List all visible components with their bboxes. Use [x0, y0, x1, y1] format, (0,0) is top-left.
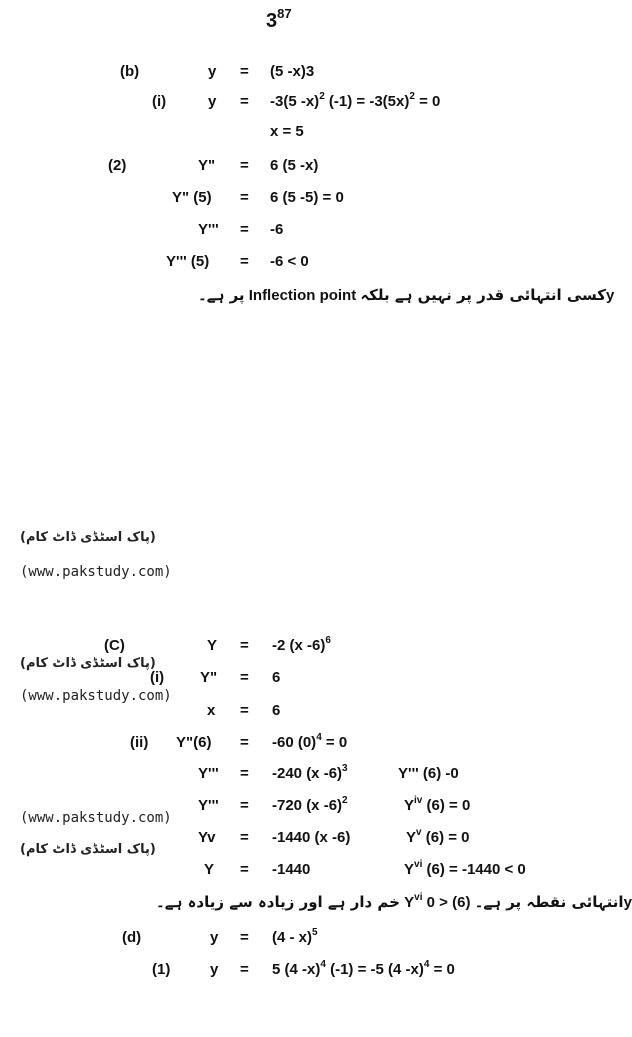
part-d-l2-rhs — [272, 961, 455, 978]
page-number-main: 3 — [266, 10, 278, 32]
part-c-l5-rhs — [272, 765, 348, 782]
part-d-l1-sup: 5 — [312, 927, 318, 938]
part-b-l3-rhs: x = 5 — [270, 123, 304, 140]
part-c-l4-rhs-text: -60 (0) — [272, 734, 317, 751]
part-b-l2-rhs-c: = 0 — [414, 93, 441, 110]
watermark-urdu-1: (پاک اسٹڈی ڈاٹ کام) — [20, 530, 156, 545]
part-b-l5-lhs: Y" (5) — [172, 189, 212, 206]
part-c-l7-r2 — [406, 829, 470, 846]
part-c-l5-sup: 3 — [342, 763, 348, 774]
part-b-l4-eq: = — [240, 157, 249, 174]
part-c-l4-eq: = — [240, 734, 249, 751]
part-c-l6-r2b: (6) = 0 — [422, 797, 471, 814]
part-c-conclusion-d: Y — [404, 894, 415, 911]
part-c-l3-rhs: 6 — [272, 702, 281, 719]
part-b-l7-lhs: Y''' (5) — [166, 253, 210, 270]
part-c-l7-r2a: Y — [406, 829, 417, 846]
part-c-l7-r2b: (6) = 0 — [421, 829, 470, 846]
part-b-l4-lhs: Y" — [198, 157, 216, 174]
watermark-urdu-2: (پاک اسٹڈی ڈاٹ کام) — [20, 656, 156, 671]
watermark-url-3: (www.pakstudy.com) — [20, 810, 172, 826]
part-c-l7-lhs: Yv — [198, 829, 216, 846]
part-c-l4-rhs — [272, 734, 347, 751]
part-b-l7-rhs: -6 < 0 — [270, 253, 309, 270]
part-c-conclusion-c: 0 > (6) — [426, 894, 471, 911]
watermark-url-1: (www.pakstudy.com) — [20, 564, 172, 580]
part-c-conclusion-a: y — [623, 894, 632, 911]
part-c-l2-lhs: Y" — [200, 669, 218, 686]
part-c-l7-r2sup: v — [416, 827, 422, 838]
part-d-l2-rhs-c: = 0 — [429, 961, 455, 978]
part-b-l4-rhs: 6 (5 -x) — [270, 157, 319, 174]
part-b-l6-eq: = — [240, 221, 249, 238]
part-c-l4-idx: (ii) — [130, 734, 149, 751]
part-c-l1-rhs-text: -2 (x -6) — [272, 637, 326, 654]
part-c-l5-eq: = — [240, 765, 249, 782]
part-b-l5-rhs: 6 (5 -5) = 0 — [270, 189, 344, 206]
part-c-l5-lhs: Y''' — [198, 765, 219, 782]
part-c-l3-lhs: x — [207, 702, 216, 719]
part-c-l8-r2 — [404, 861, 526, 878]
part-b-l6-rhs: -6 — [270, 221, 284, 238]
part-c-l6-r2a: Y — [404, 797, 415, 814]
page-number — [266, 6, 292, 33]
part-b-l2-rhs-a: -3(5 -x) — [270, 93, 320, 110]
part-c-conclusion-e: خم دار ہے اور زیادہ سے زیادہ ہے۔ — [156, 893, 400, 911]
part-c-l1-sup: 6 — [325, 635, 331, 646]
part-b-l1-eq: = — [240, 63, 249, 80]
part-b-l2-sup1: 2 — [319, 91, 325, 102]
part-b-conclusion-a: y — [606, 287, 615, 304]
part-d-l2-idx: (1) — [152, 961, 171, 978]
part-d-l2-sup1: 4 — [320, 959, 326, 970]
part-c-l6-rhs-text: -720 (x -6) — [272, 797, 343, 814]
part-c-l3-eq: = — [240, 702, 249, 719]
part-b-conclusion-d: پر ہے۔ — [198, 286, 245, 304]
part-d-label: (d) — [122, 929, 142, 946]
part-b-l5-eq: = — [240, 189, 249, 206]
part-c-l6-r2sup: iv — [414, 795, 423, 806]
part-c-l6-r2 — [404, 797, 470, 814]
part-c-l7-rhs: -1440 (x -6) — [272, 829, 351, 846]
part-c-conclusion-sup: vi — [414, 892, 423, 903]
part-c-l6-rhs — [272, 797, 348, 814]
part-b-l2-rhs-b: (-1) = -3(5x) — [324, 93, 410, 110]
part-c-l5-rhs-text: -240 (x -6) — [272, 765, 343, 782]
part-c-l1-rhs — [272, 637, 331, 654]
part-d-l2-eq: = — [240, 961, 249, 978]
part-b-l2-idx: (i) — [152, 93, 167, 110]
part-b-l1-rhs: (5 -x)3 — [270, 63, 315, 80]
part-b-l4-idx: (2) — [108, 157, 127, 174]
part-b-l6-lhs: Y''' — [198, 221, 219, 238]
part-c-l4-rhs2: = 0 — [321, 734, 348, 751]
page-number-sup: 87 — [277, 6, 292, 21]
part-c-l8-r2a: Y — [404, 861, 415, 878]
part-c-l6-eq: = — [240, 797, 249, 814]
part-d-l2-rhs-b: (-1) = -5 (4 -x) — [325, 961, 424, 978]
part-b-conclusion — [198, 286, 614, 304]
part-c-l8-lhs: Y — [204, 861, 215, 878]
part-c-conclusion-b: انتہائی نقطہ پر ہے۔ — [474, 893, 624, 911]
part-c-l1-lhs: Y — [207, 637, 218, 654]
part-b-l2-sup2: 2 — [409, 91, 415, 102]
part-b-l2-lhs: y — [208, 93, 217, 110]
part-c-l6-lhs: Y''' — [198, 797, 219, 814]
part-c-l2-eq: = — [240, 669, 249, 686]
part-b-label: (b) — [120, 63, 140, 80]
part-c-l8-eq: = — [240, 861, 249, 878]
part-d-l2-sup2: 4 — [423, 959, 430, 970]
part-c-l2-rhs: 6 — [272, 669, 281, 686]
part-b-conclusion-b: کسی انتہائی قدر پر نہیں ہے بلکہ — [360, 286, 606, 304]
part-c-l1-eq: = — [240, 637, 249, 654]
part-c-l7-eq: = — [240, 829, 249, 846]
watermark-url-2: (www.pakstudy.com) — [20, 688, 172, 704]
part-c-conclusion — [156, 893, 632, 911]
part-c-l4-sup: 4 — [316, 732, 322, 743]
part-c-l6-sup: 2 — [342, 795, 348, 806]
part-b-l2-eq: = — [240, 93, 249, 110]
part-d-l1-eq: = — [240, 929, 249, 946]
part-d-l1-rhs-text: (4 - x) — [272, 929, 313, 946]
watermark-urdu-3: (پاک اسٹڈی ڈاٹ کام) — [20, 842, 156, 857]
part-d-l2-lhs: y — [210, 961, 219, 978]
part-b-l7-eq: = — [240, 253, 249, 270]
part-c-l8-r2sup: vi — [414, 859, 423, 870]
part-c-l4-lhs: Y"(6) — [176, 734, 212, 751]
part-c-l5-r2: Y''' (6) -0 — [398, 765, 459, 782]
part-b-l1-lhs: y — [208, 63, 217, 80]
part-b-conclusion-c: Inflection point — [248, 287, 357, 304]
part-c-l8-rhs: -1440 — [272, 861, 311, 878]
part-d-l2-rhs-a: 5 (4 -x) — [272, 961, 321, 978]
part-d-l1-lhs: y — [210, 929, 219, 946]
part-d-l1-rhs — [272, 929, 318, 946]
part-c-l2-idx: (i) — [150, 669, 165, 686]
part-c-l8-r2b: (6) = -1440 < 0 — [422, 861, 526, 878]
part-b-l2-rhs — [270, 93, 440, 110]
part-c-label: (C) — [104, 637, 125, 654]
